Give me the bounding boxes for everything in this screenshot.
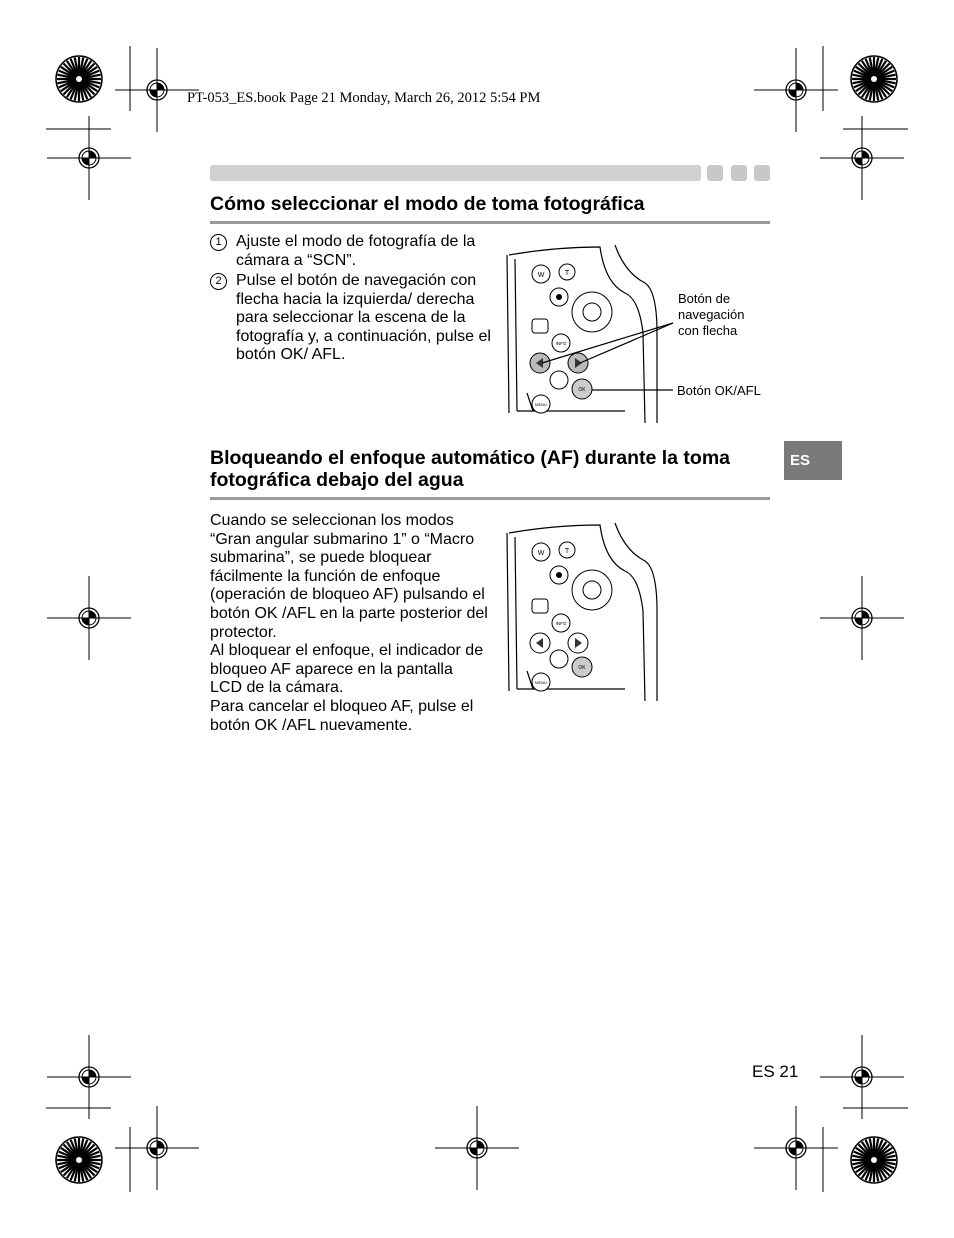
section-rule bbox=[210, 221, 770, 224]
camera-back-illustration bbox=[505, 521, 665, 703]
info-label: INFO bbox=[555, 621, 567, 626]
decorative-bar bbox=[210, 165, 701, 181]
language-tab: ES bbox=[784, 441, 842, 480]
ok-label: OK bbox=[578, 665, 586, 671]
section2-title-line1: Bloqueando el enfoque automático (AF) durante la toma bbox=[210, 447, 731, 469]
step-2 bbox=[210, 272, 495, 365]
menu-label: MENU bbox=[535, 680, 547, 685]
callout-line: navegación bbox=[678, 307, 745, 322]
camera-back-illustration bbox=[505, 243, 665, 425]
t-label: T bbox=[564, 548, 570, 555]
decorative-square bbox=[754, 165, 770, 181]
decorative-square bbox=[731, 165, 747, 181]
print-header: PT-053_ES.book Page 21 Monday, March 26, 2012 5:54 PM bbox=[187, 90, 541, 106]
menu-label: MENU bbox=[535, 402, 547, 407]
section-rule bbox=[210, 497, 770, 500]
callout-line: con flecha bbox=[678, 323, 738, 338]
ok-button-callout: Botón OK/AFL bbox=[677, 383, 761, 398]
w-label: W bbox=[537, 550, 545, 557]
callout-line: Botón de bbox=[678, 291, 731, 306]
w-label: W bbox=[537, 272, 545, 279]
info-label: INFO bbox=[555, 341, 567, 346]
paragraph: Para cancelar el bloqueo AF, pulse el botón OK /AFL nuevamente. bbox=[210, 697, 474, 734]
paragraph: Al bloquear el enfoque, el indicador de bloqueo AF aparece en la pantalla LCD de la cámara. bbox=[210, 642, 484, 697]
step-text: Ajuste el modo de fotografía de la cámara a “SCN”. bbox=[236, 233, 476, 269]
page-number: ES 21 bbox=[752, 1062, 799, 1081]
step-text: Pulse el botón de navegación con flecha hacia la izquierda/ derecha para seleccionar la escena de la fotografía y, a continuación, pulse el botón OK/ AFL. bbox=[236, 272, 491, 364]
section2-body bbox=[210, 512, 488, 735]
step-number: 1 bbox=[210, 234, 227, 251]
ok-label: OK bbox=[578, 387, 586, 393]
step-1 bbox=[210, 233, 495, 270]
paragraph: Cuando se seleccionan los modos “Gran angular submarino 1” o “Macro submarina”, se puede bloquear fácilmente la función de enfoque (operación de bloqueo AF) pulsando el botón OK /AFL en la parte posterior del protector. bbox=[210, 512, 488, 641]
section1-title: Cómo seleccionar el modo de toma fotográfica bbox=[210, 193, 645, 215]
section2-title-line2: fotográfica debajo del agua bbox=[210, 469, 464, 491]
decorative-square bbox=[707, 165, 723, 181]
t-label: T bbox=[564, 270, 570, 277]
step-number: 2 bbox=[210, 273, 227, 290]
arrow-button-callout bbox=[678, 291, 745, 339]
